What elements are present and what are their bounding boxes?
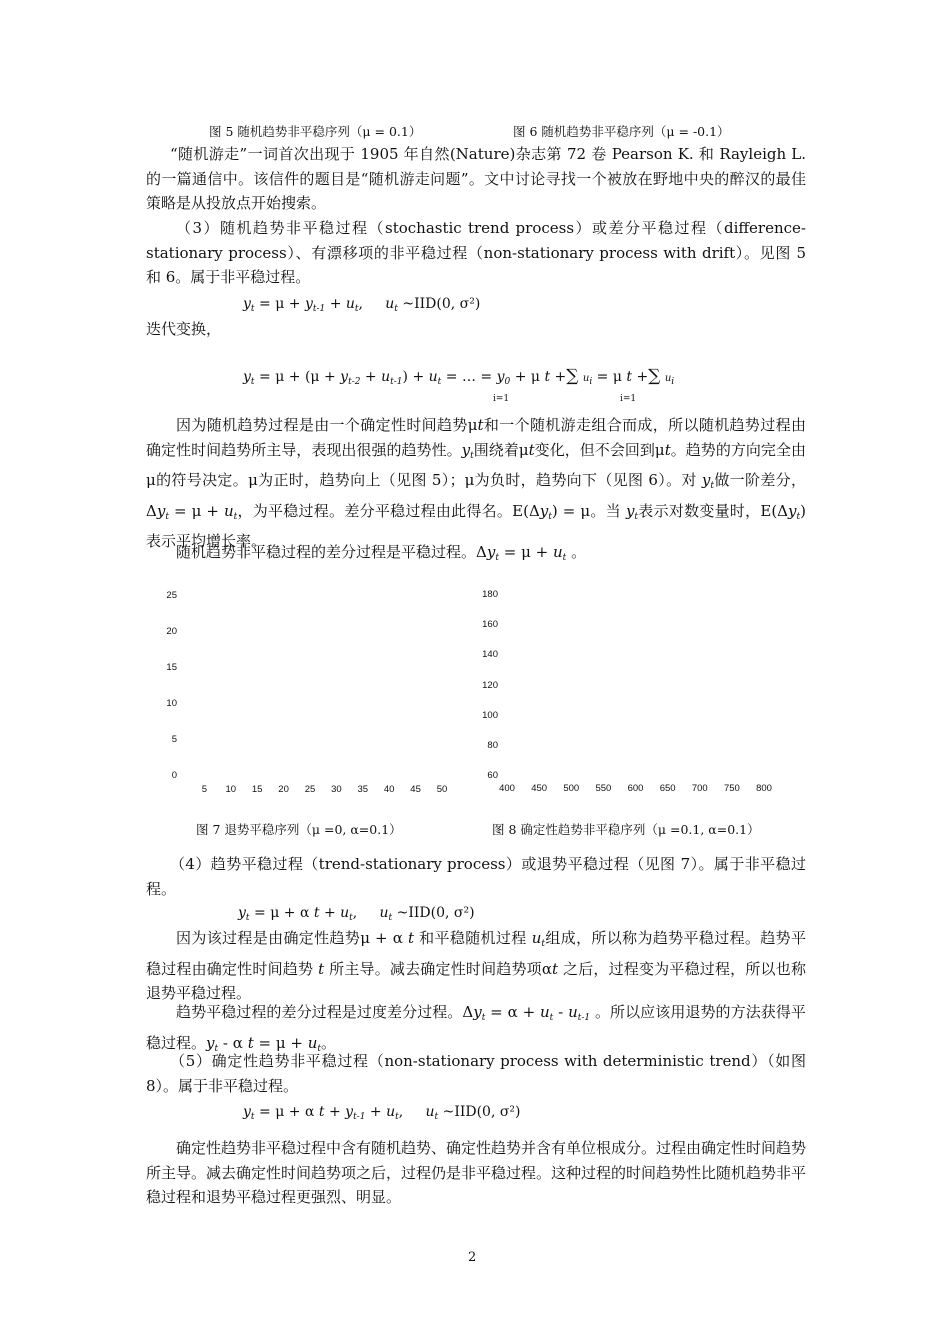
fig7-x-tick: 10 (225, 784, 237, 795)
fig8-x-tick: 650 (659, 783, 676, 794)
paragraph-deterministic-explanation: 确定性趋势非平稳过程中含有随机趋势、确定性趋势并含有单位根成分。过程由确定性时间趋势所主导。减去确定性时间趋势项之后，过程仍是非平稳过程。这种过程的时间趋势性比随机趋势非平稳过程和退势平稳过程更强烈、明显。 (146, 1139, 807, 1206)
fig8-y-tick: 100 (482, 709, 498, 721)
fig8-x-tick: 750 (723, 783, 740, 794)
fig7-y-tick: 15 (166, 662, 177, 673)
fig7-x-tick: 45 (410, 784, 421, 795)
fig7-x-tick: 15 (251, 784, 263, 795)
formula-stochastic-trend: $y_t = \mu + y_{t-1} + u_t$, $u_t$ ~IID(0, σ²) (243, 296, 481, 314)
fig8-x-tick: 550 (595, 783, 612, 794)
paragraph-random-walk-history: “随机游走”一词首次出现于 1905 年自然(Nature)杂志第 72 卷 Pearson K. 和 Rayleigh L.的一篇通信中。该信件的题目是“随机游走问题”。文中讨论寻找一个被放在野地中央的醉汉的最佳策略是从投放点开始搜索。 (146, 145, 806, 212)
fig8-x-tick: 600 (627, 783, 644, 794)
fig7-x-tick: 40 (383, 784, 395, 795)
fig7-y-tick: 5 (171, 734, 177, 745)
fig7-x-tick: 5 (201, 784, 208, 795)
fig8-x-tick: 700 (691, 783, 708, 794)
paragraph-deterministic-trend: （5）确定性趋势非平稳过程（non-stationary process with deterministic trend）（如图 8）。属于非平稳过程。 (146, 1052, 806, 1095)
fig7-x-tick: 30 (331, 784, 342, 795)
figure-5-caption: 图 5 随机趋势非平稳序列（μ = 0.1） (209, 124, 422, 139)
fig8-y-tick: 120 (482, 679, 498, 691)
fig7-x-tick: 25 (304, 784, 316, 795)
fig7-x-tick: 50 (436, 784, 448, 795)
iteration-label: 迭代变换， (146, 320, 222, 338)
fig8-y-tick: 60 (487, 770, 498, 781)
sum-lower-limit-1: i=1 (493, 394, 510, 404)
fig7-y-tick: 0 (171, 770, 177, 781)
fig7-y-tick: 25 (166, 590, 177, 601)
fig8-x-tick: 450 (531, 783, 548, 794)
paragraph-trend-stationary: （4）趋势平稳过程（trend-stationary process）或退势平稳过程（见图 7）。属于非平稳过程。 (146, 855, 806, 898)
figure-8-caption: 图 8 确定性趋势非平稳序列（μ =0.1, α=0.1） (492, 822, 760, 837)
fig7-y-tick: 10 (166, 698, 177, 709)
formula-trend-stationary: $y_t = \mu + \alpha$ $t + u_t$, $u_t$ ~IID(0, σ²) (238, 905, 475, 923)
fig7-x-tick: 20 (278, 784, 289, 795)
fig8-y-tick: 80 (487, 739, 498, 751)
figure-7-chart (150, 585, 470, 800)
sum-lower-limit-2: i=1 (620, 394, 637, 404)
fig8-y-tick: 140 (482, 649, 498, 661)
fig8-y-tick: 160 (482, 619, 498, 631)
paragraph-stochastic-explanation: 因为随机趋势过程是由一个确定性时间趋势μt和一个随机游走组合而成，所以随机趋势过程由确定性时间趋势所主导，表现出很强的趋势性。$y_t$围绕着μt变化，但不会回到μt。趋势的方向完全由μ的符号决定。μ为正时，趋势向上（见图 5）；μ为负时，趋势向下（见图 6）。对 $y_t$做一阶差分，$\Delta y_t = \mu + u_t$，为平稳过程。差分平稳过程由此得名。$E(\Delta y_t) = \mu$。当 $y_t$表示对数变量时，$E(\Delta y_t)$表示平均增长率。 (146, 416, 806, 550)
figure-6-caption: 图 6 随机趋势非平稳序列（μ = -0.1） (513, 124, 730, 139)
page-number: 2 (468, 1250, 477, 1265)
fig7-y-tick: 20 (166, 626, 177, 637)
paragraph-over-differencing: 趋势平稳过程的差分过程是过度差分过程。$\Delta y_t = \alpha + u_t - u_{t-1}$ 。所以应该用退势的方法获得平稳过程。$y_t$ - α $t = \mu + u_t$。 (146, 1003, 806, 1054)
fig8-x-tick: 800 (756, 783, 772, 794)
paragraph-stochastic-trend: （3）随机趋势非平稳过程（stochastic trend process）或差分平稳过程（difference-stationary process）、有漂移项的非平稳过程（non-stationary process with drift）。见图 5 和 6。属于非平稳过程。 (146, 219, 806, 286)
paragraph-difference-stationary: 随机趋势非平稳过程的差分过程是平稳过程。$\Delta y_t = \mu + u_t$ 。 (176, 543, 587, 563)
fig8-x-tick: 500 (563, 783, 580, 794)
paragraph-trend-explanation: 因为该过程是由确定性趋势μ + α t 和平稳随机过程 $u_t$组成，所以称为趋势平稳过程。趋势平稳过程由确定性时间趋势 t 所主导。减去确定性时间趋势项αt 之后，过程变为平稳过程，所以也称退势平稳过程。 (146, 929, 806, 1002)
fig8-y-tick: 180 (482, 589, 498, 600)
fig7-x-tick: 35 (357, 784, 369, 795)
formula-deterministic-trend: $y_t = \mu + \alpha$ $t + y_{t-1} + u_t$, $u_t$ ~IID(0, σ²) (243, 1104, 521, 1122)
fig8-x-tick: 400 (499, 783, 515, 794)
figure-7-caption: 图 7 退势平稳序列（μ =0, α=0.1） (196, 822, 402, 837)
formula-iteration: $y_t = \mu + (\mu + y_{t-2} + u_{t-1}) + u_t$ = … = $y_0 + \mu$ t +∑ $u_i = \mu$ t +∑ $u_i$ (243, 366, 675, 387)
